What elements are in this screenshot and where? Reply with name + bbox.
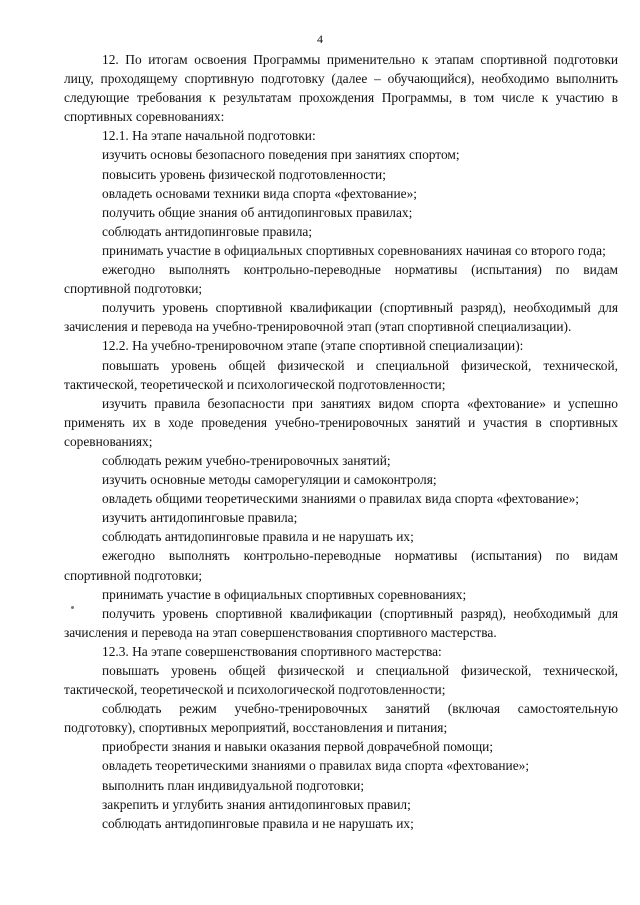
list-item: повышать уровень общей физической и специальной физической, технической, тактической, теоретической и психологической подготовленности; (64, 357, 618, 392)
list-item: изучить основы безопасного поведения при занятиях спортом; (102, 147, 460, 163)
list-item: соблюдать антидопинговые правила и не нарушать их; (102, 529, 414, 545)
document-body (64, 50, 618, 833)
list-item: повысить уровень физической подготовленности; (102, 166, 386, 182)
paragraph-12-intro: 12. По итогам освоения Программы применительно к этапам спортивной подготовки лицу, проходящему спортивную подготовку (далее – обучающийся), необходимо выполнить следующие требования к результатам прохождения Программы, в том числе к участию в спортивных соревнованиях: (64, 52, 618, 125)
list-item: получить уровень спортивной квалификации (спортивный разряд), необходимый для зачисления и перевода на учебно-тренировочной этап (этап спортивной специализации). (64, 300, 618, 335)
list-item: получить общие знания об антидопинговых правилах; (102, 204, 413, 220)
list-item: изучить основные методы саморегуляции и самоконтроля; (102, 472, 437, 488)
list-item: соблюдать антидопинговые правила; (102, 223, 313, 239)
list-item: закрепить и углубить знания антидопинговых правил; (102, 796, 411, 812)
list-item: принимать участие в официальных спортивных соревнованиях; (102, 586, 467, 602)
list-item: соблюдать антидопинговые правила и не нарушать их; (102, 815, 414, 831)
list-item: ежегодно выполнять контрольно-переводные нормативы (испытания) по видам спортивной подготовки; (64, 548, 618, 583)
heading-12-2: 12.2. На учебно-тренировочном этапе (этапе спортивной специализации): (102, 338, 524, 354)
heading-12-1: 12.1. На этапе начальной подготовки: (102, 128, 316, 144)
list-item: выполнить план индивидуальной подготовки; (102, 777, 365, 793)
page-number: 4 (317, 32, 323, 46)
list-item: изучить антидопинговые правила; (102, 510, 298, 526)
list-item: овладеть общими теоретическими знаниями о правилах вида спорта «фехтование»; (102, 491, 580, 507)
list-item: овладеть теоретическими знаниями о правилах вида спорта «фехтование»; (102, 758, 530, 774)
list-item: соблюдать режим учебно-тренировочных занятий (включая самостоятельную подготовку), спортивных мероприятий, восстановления и питания; (64, 701, 618, 736)
list-item: принимать участие в официальных спортивных соревнованиях начиная со второго года; (102, 242, 606, 258)
list-item: ежегодно выполнять контрольно-переводные нормативы (испытания) по видам спортивной подготовки; (64, 262, 618, 297)
list-item: повышать уровень общей физической и специальной физической, технической, тактической, теоретической и психологической подготовленности; (64, 663, 618, 698)
list-item: соблюдать режим учебно-тренировочных занятий; (102, 452, 391, 468)
list-item: получить уровень спортивной квалификации (спортивный разряд), необходимый для зачисления и перевода на этап совершенствования спортивного мастерства. (64, 605, 618, 640)
heading-12-3: 12.3. На этапе совершенствования спортивного мастерства: (102, 643, 442, 659)
list-item: изучить правила безопасности при занятиях видом спорта «фехтование» и успешно применять их в ходе проведения учебно-тренировочных занятий и участия в спортивных соревнованиях; (64, 395, 618, 449)
list-item: приобрести знания и навыки оказания первой доврачебной помощи; (102, 739, 494, 755)
list-item: овладеть основами техники вида спорта «фехтование»; (102, 185, 417, 201)
scan-speck (71, 606, 74, 609)
